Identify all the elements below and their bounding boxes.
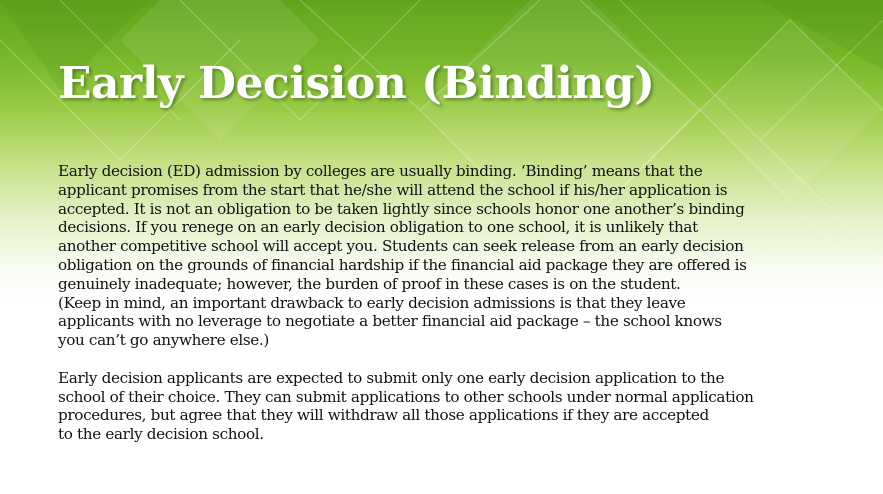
paragraph-application-rules: Early decision applicants are expected to submit only one early decision application to the school of their choice. They can submit applications to other schools under normal application procedures, but agree that they will withdraw all those applications if they are accepted to the early decision school. [58,368,754,444]
page-title: Early Decision (Binding) [58,58,655,109]
paragraph-binding-explanation: Early decision (ED) admission by colleges are usually binding. ‘Binding’ means that the applicant promises from the start that he/she will attend the school if his/her application is accepted. It is not an obligation to be taken lightly since schools honor one another’s binding decisions. If you renege on an early decision obligation to one school, it is unlikely that another competitive school will accept you. Students can seek release from an early decision obligation on the grounds of financial hardship if the financial aid package they are offered is genuinely inadequate; however, the burden of proof in these cases is on the student. (Keep in mind, an important drawback to early decision admissions is that they leave applicants with no leverage to negotiate a better financial aid package – the school knows you can’t go anywhere else.) [58,162,747,350]
body-text [58,162,848,444]
